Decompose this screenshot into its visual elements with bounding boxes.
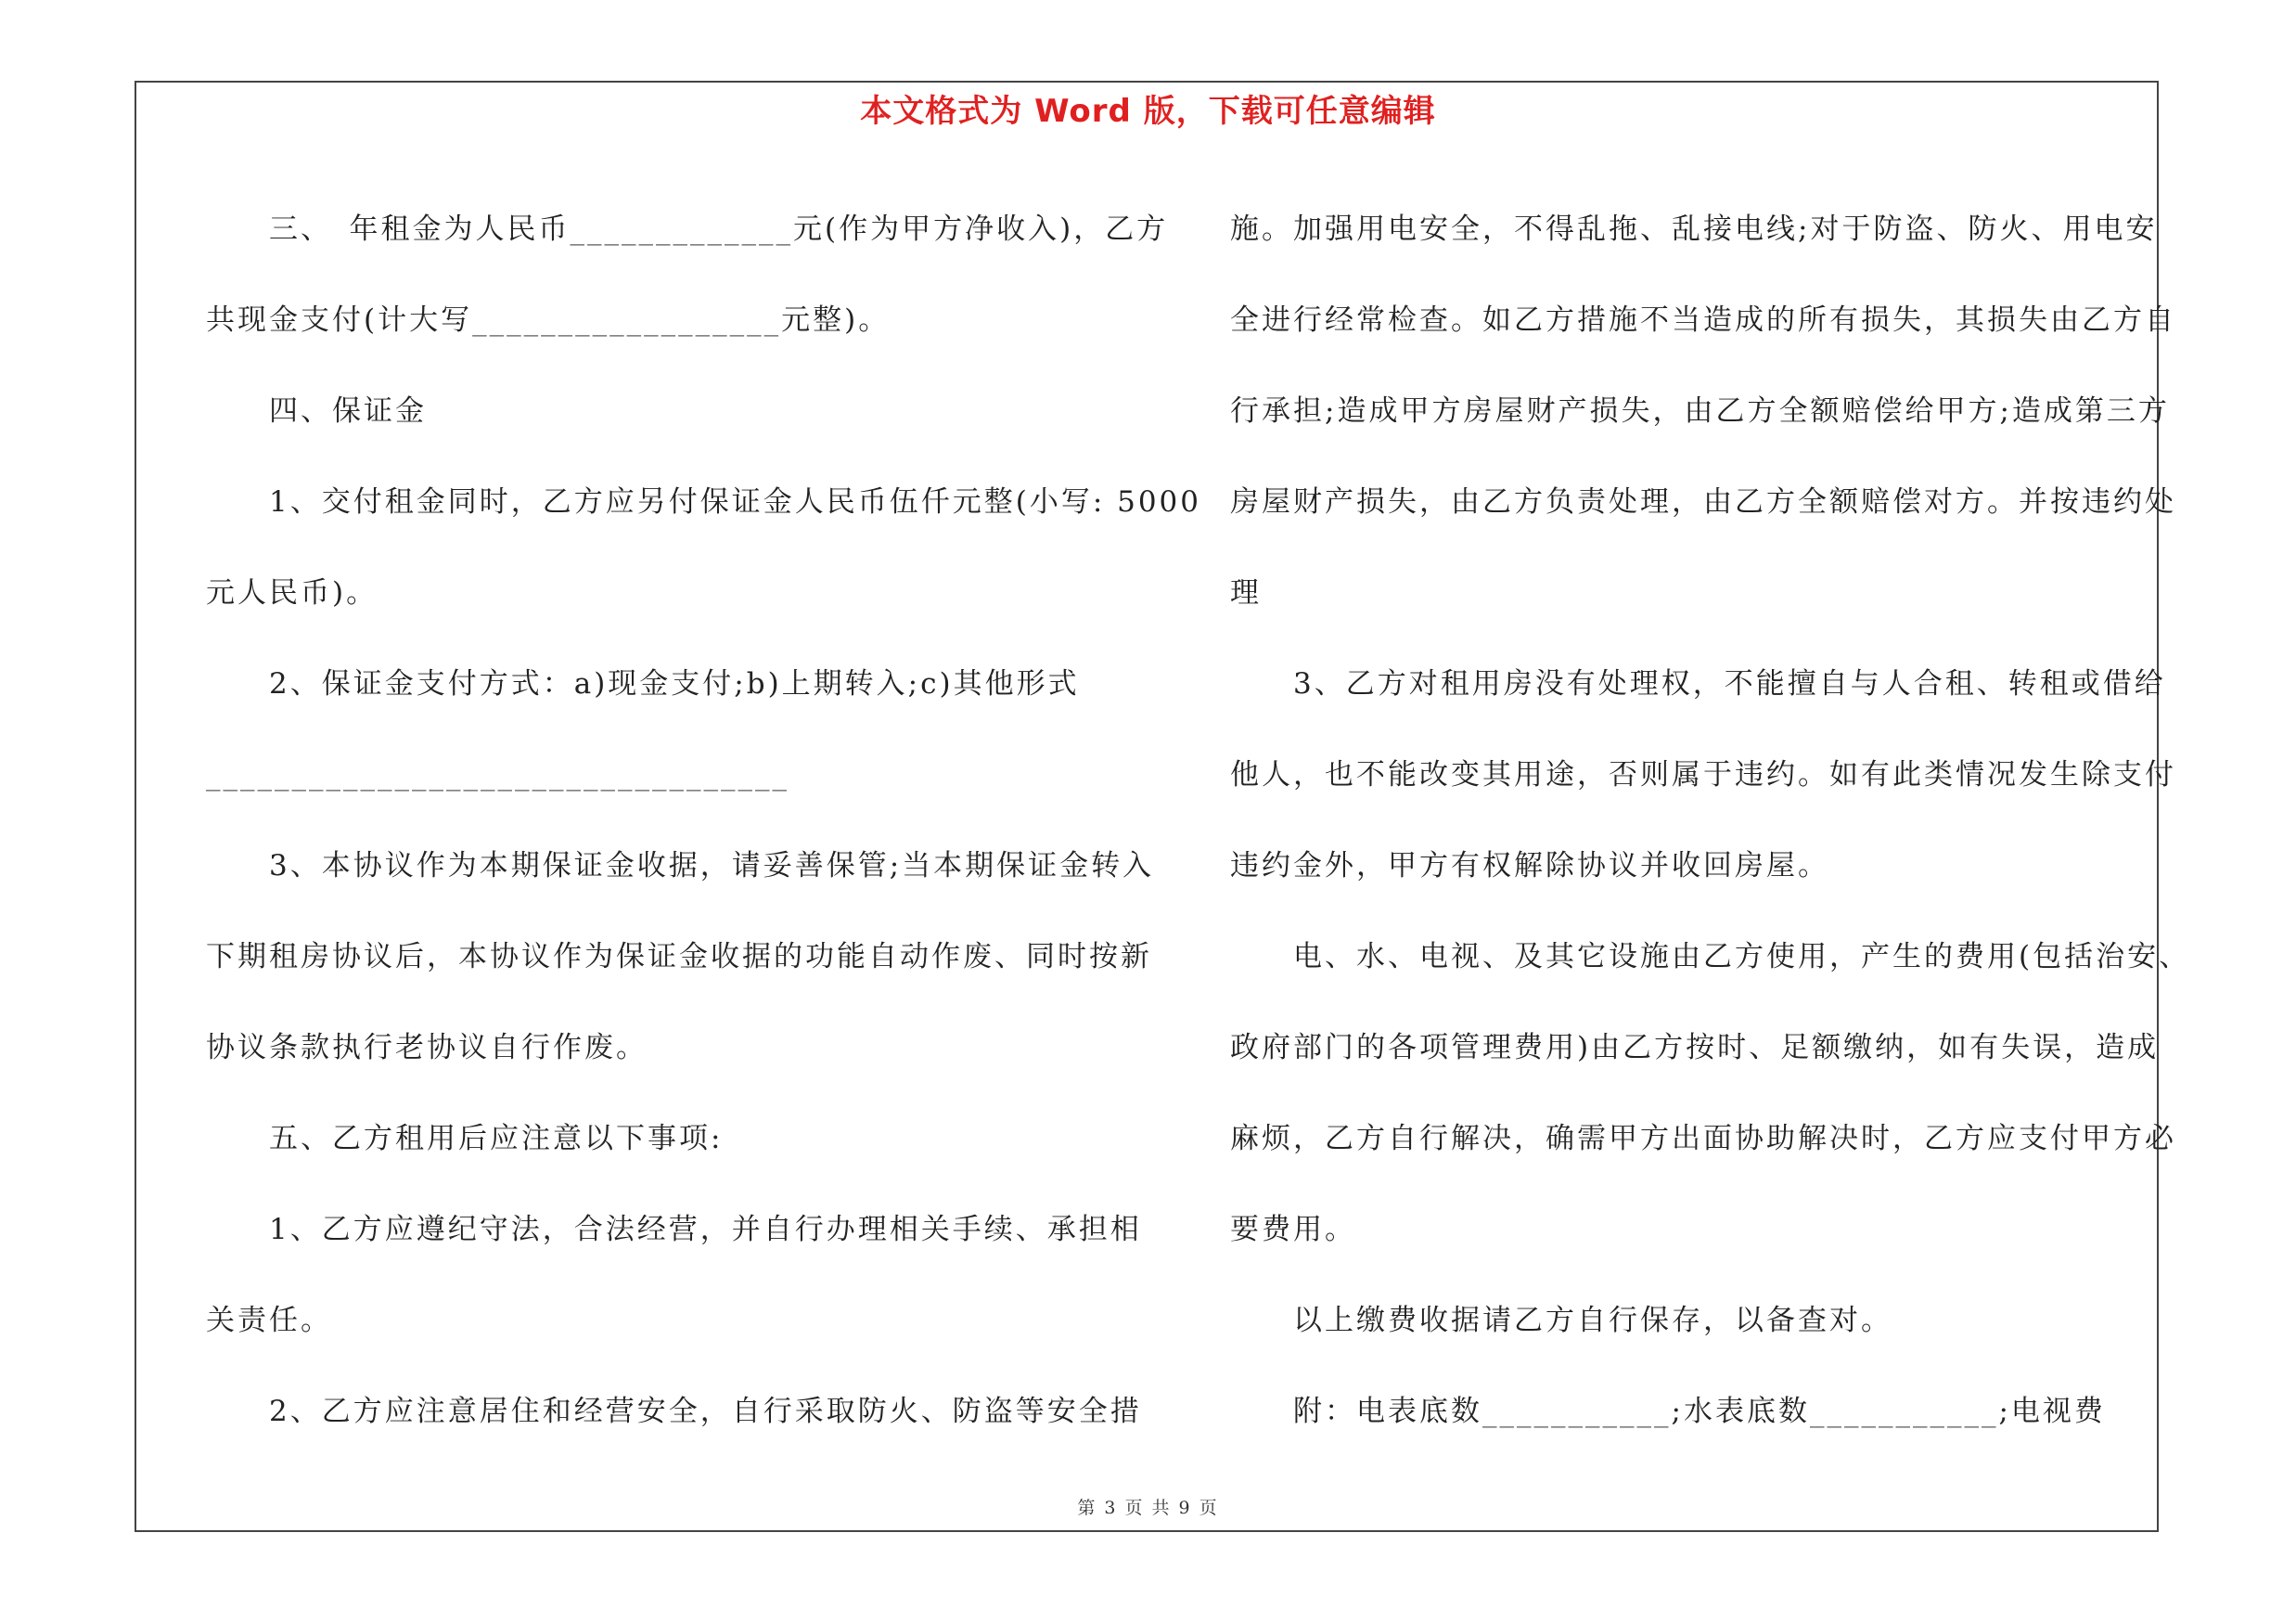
text-segment: 附：电表底数 [1230, 1395, 1482, 1428]
text-segment: 1、乙方应遵纪守法，合法经营，并自行办理相关手续、承担相 [206, 1213, 1142, 1246]
text-segment: 他人，也不能改变其用途，否则属于违约。如有此类情况发生除支付 [1230, 758, 2176, 792]
text-line [1230, 1093, 2176, 1184]
text-line [206, 911, 1152, 1002]
text-segment: 房屋财产损失，由乙方负责处理，由乙方全额赔偿对方。并按违约处 [1230, 485, 2176, 519]
text-line [206, 1366, 1142, 1457]
text-segment: 2、乙方应注意居住和经营安全，自行采取防火、防盗等安全措 [206, 1395, 1142, 1428]
text-line [1230, 820, 2158, 911]
text-segment: 违约金外，甲方有权解除协议并收回房屋。 [1230, 849, 1829, 882]
text-line [1230, 1366, 2158, 1457]
right-text-column [1230, 184, 2191, 1457]
text-line [206, 1275, 1138, 1366]
text-segment: 下期租房协议后，本协议作为保证金收据的功能自动作废、同时按新 [206, 940, 1152, 973]
fill-in-blank: _____________ [570, 213, 793, 246]
text-segment: 麻烦，乙方自行解决，确需甲方出面协助解决时，乙方应支付甲方必 [1230, 1122, 2176, 1155]
text-line [1230, 1275, 2158, 1366]
text-line [206, 638, 1138, 729]
text-line [1230, 638, 2166, 729]
text-segment: 行承担;造成甲方房屋财产损失，由乙方全额赔偿给甲方;造成第三方 [1230, 394, 2170, 428]
text-segment: 关责任。 [206, 1304, 332, 1337]
text-segment: 元(作为甲方净收入)，乙方 [793, 213, 1169, 246]
text-segment: 以上缴费收据请乙方自行保存，以备查对。 [1230, 1304, 1892, 1337]
fill-in-blank: __________________ [472, 303, 782, 337]
text-segment: 协议条款执行老协议自行作废。 [206, 1031, 648, 1064]
text-line [206, 457, 1202, 547]
text-segment: 理 [1230, 576, 1262, 610]
text-line [206, 1184, 1142, 1275]
text-line [206, 366, 1138, 457]
text-line [206, 820, 1155, 911]
text-segment: 五、乙方租用后应注意以下事项: [206, 1122, 724, 1155]
text-segment: 政府部门的各项管理费用)由乙方按时、足额缴纳，如有失误，造成 [1230, 1031, 2160, 1064]
text-line [1230, 457, 2176, 547]
text-line [1230, 729, 2176, 820]
text-segment: 1、交付租金同时，乙方应另付保证金人民币伍仟元整(小写: 5000 [206, 485, 1202, 519]
text-line [1230, 275, 2176, 366]
text-segment: 要费用。 [1230, 1213, 1356, 1246]
text-line [206, 729, 1138, 820]
left-text-column [206, 184, 1202, 1457]
fill-in-blank: __________________________________ [206, 758, 789, 792]
text-segment: 三、 年租金为人民币 [206, 213, 571, 246]
text-line [1230, 911, 2191, 1002]
text-segment: 施。加强用电安全，不得乱拖、乱接电线;对于防盗、防火、用电安 [1230, 213, 2158, 246]
text-segment: ;水表底数 [1671, 1395, 1810, 1428]
text-line [1230, 184, 2158, 275]
text-segment: 共现金支付(计大写 [206, 303, 473, 337]
text-segment: 元人民币)。 [206, 576, 378, 610]
text-line [1230, 1184, 2158, 1275]
text-line [206, 275, 1138, 366]
text-segment: 四、保证金 [206, 394, 427, 428]
fill-in-blank: ___________ [1482, 1395, 1672, 1428]
text-line [206, 184, 1169, 275]
text-line [1230, 547, 2158, 638]
edit-notice-banner: 本文格式为 Word 版，下载可任意编辑 [860, 93, 1436, 130]
fill-in-blank: ___________ [1809, 1395, 1999, 1428]
text-segment: 元整)。 [781, 303, 891, 337]
text-segment: 全进行经常检查。如乙方措施不当造成的所有损失，其损失由乙方自 [1230, 303, 2176, 337]
text-segment: ;电视费 [1998, 1395, 2106, 1428]
text-segment: 3、本协议作为本期保证金收据，请妥善保管;当本期保证金转入 [206, 849, 1155, 882]
text-line [1230, 366, 2170, 457]
text-line [206, 1002, 1138, 1093]
text-line [206, 547, 1138, 638]
text-line [1230, 1002, 2158, 1093]
text-segment: 2、保证金支付方式：a)现金支付;b)上期转入;c)其他形式 [206, 667, 1080, 701]
text-segment: 3、乙方对租用房没有处理权，不能擅自与人合租、转租或借给 [1230, 667, 2166, 701]
page-number-footer: 第 3 页 共 9 页 [1077, 1498, 1219, 1518]
text-line [206, 1093, 1138, 1184]
text-segment: 电、水、电视、及其它设施由乙方使用，产生的费用(包括治安、 [1230, 940, 2191, 973]
